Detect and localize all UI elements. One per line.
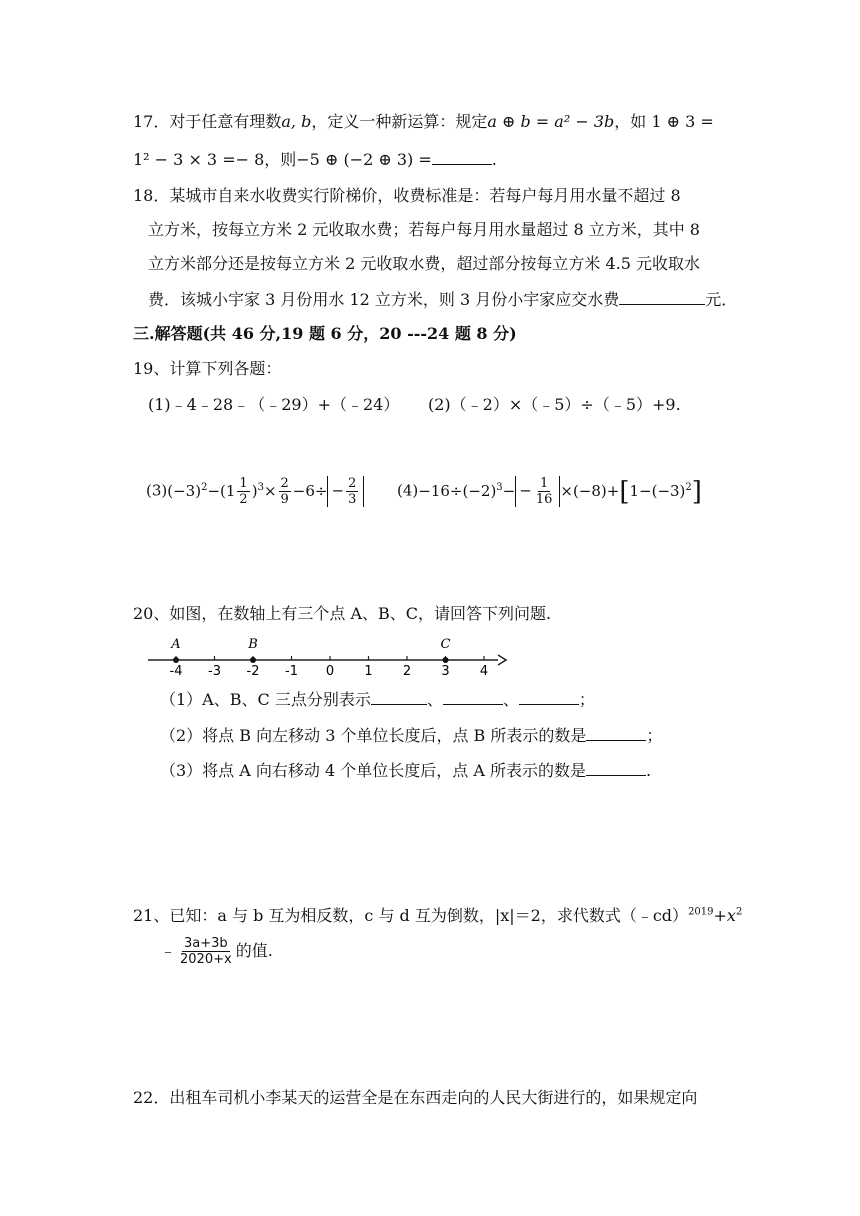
q19-part3-formula: $(-3)^2-(1$ $\frac{1}{2}$ )$^3$× $\frac{2}{9}$ −6÷ − $\frac{2}{3}$ (167, 482, 364, 500)
q20-sub3 (160, 759, 651, 782)
axis-tick-label: -1 (285, 664, 298, 679)
q20-sub1-end: ； (578, 690, 595, 709)
point-label-b: B (248, 637, 258, 652)
q18-line2: 立方米，按每立方米 2 元收取水费；若每户每月用水量超过 8 立方米，其中 8 (148, 220, 700, 239)
q17-line1 (133, 111, 714, 133)
q21-plus-x: +x (713, 906, 736, 925)
q21-line1 (133, 905, 742, 927)
q17-period: . (491, 150, 497, 169)
q20-sub2 (160, 724, 662, 747)
q21-line2 (160, 936, 273, 967)
q22-line1: 22．出租车司机小李某天的运营全是在东西走向的人民大街进行的，如果规定向 (133, 1088, 698, 1107)
point-label-a: A (171, 637, 181, 652)
q19-part1: (1)﹣4﹣28﹣（﹣29）+（﹣24） (148, 395, 400, 414)
q20-sub2-end: ； (646, 726, 663, 745)
number-line (148, 630, 518, 680)
q18-line1: 18．某城市自来水收费实行阶梯价，收费标准是：若每户每月用水量不超过 8 (133, 186, 681, 205)
q17-text-suffix: ，如 1 ⊕ 3 = (614, 112, 714, 131)
q18-unit: 元． (705, 290, 738, 309)
q20-blank-3[interactable] (586, 759, 646, 776)
q20-sub1 (160, 688, 595, 711)
q19-part3 (146, 476, 364, 507)
q21-frac-den: 2020+x (180, 952, 232, 967)
q20-sub3-text: （3）将点 A 向右移动 4 个单位长度后，点 A 所表示的数是 (160, 761, 586, 780)
q20-sep2: 、 (502, 690, 519, 709)
q18-line4-text: 费．该城小宇家 3 月份用水 12 立方米，则 3 月份小宇家应交水费 (148, 290, 620, 309)
q18-line4 (148, 288, 737, 311)
q20-sep1: 、 (426, 690, 443, 709)
q20-blank-c[interactable] (519, 688, 579, 705)
axis-tick-label: 0 (325, 664, 335, 679)
axis-tick-label: 1 (364, 664, 373, 679)
q20-sub1-text: （1）A、B、C 三点分别表示 (160, 690, 371, 709)
q20-sub3-end: . (646, 761, 652, 780)
q18-line3: 立方米部分还是按每立方米 2 元收取水费，超过部分按每立方米 4.5 元收取水 (148, 254, 700, 273)
q17-vars: a, b (281, 112, 312, 131)
q20-blank-a[interactable] (371, 688, 427, 705)
axis-tick-label: -4 (169, 664, 183, 679)
q21-frac-num: 3a+3b (184, 936, 228, 951)
point-label-c: C (440, 637, 451, 652)
q19-intro: 19、计算下列各题： (133, 359, 282, 378)
q20-blank-2[interactable] (586, 724, 646, 741)
q17-rule: a ⊕ b = a² − 3b (487, 112, 615, 131)
q20-blank-b[interactable] (443, 688, 503, 705)
point-a (173, 657, 179, 663)
q19-part3-label: (3) (146, 481, 168, 500)
q19-part4-formula: $-16\div(-2)^3-$ − $\frac{1}{16}$ $\times(-8)+[1-(-3)^2]$ (418, 476, 702, 507)
axis-tick-label: -3 (208, 664, 221, 679)
q19-part2: (2)（﹣2）×（﹣5）÷（﹣5）+9. (428, 395, 681, 414)
q17-expression: 1² − 3 × 3 =− 8，则−5 ⊕ (−2 ⊕ 3) = (133, 150, 432, 169)
q21-text: 21、已知：a 与 b 互为相反数，c 与 d 互为倒数，|x|＝2，求代数式（﹣cd） (133, 906, 689, 925)
q21-fraction (178, 936, 234, 967)
point-b (250, 657, 256, 663)
q20-intro: 20、如图，在数轴上有三个点 A、B、C，请回答下列问题. (133, 604, 552, 623)
q17-answer-blank[interactable] (432, 148, 492, 165)
q17-text: 17．对于任意有理数 (133, 112, 282, 131)
q18-answer-blank[interactable] (619, 288, 705, 305)
axis-tick-label: 3 (441, 664, 450, 679)
q21-tail: 的值. (235, 941, 273, 960)
q17-text-mid: ，定义一种新运算：规定 (311, 112, 488, 131)
point-c (443, 657, 449, 663)
axis-arrow (498, 655, 506, 665)
q17-line2 (133, 148, 497, 171)
q19-part4-label: (4) (397, 481, 419, 500)
q21-minus: ﹣ (160, 941, 177, 960)
q21-exponent1: 2019 (688, 906, 714, 918)
q19-part4 (397, 476, 702, 507)
q21-exponent2: 2 (735, 906, 743, 918)
section-heading: 三.解答题(共 46 分,19 题 6 分，20 ---24 题 8 分) (133, 324, 517, 343)
axis-tick-label: 2 (402, 664, 412, 679)
axis-tick-label: -2 (246, 664, 260, 679)
q20-sub2-text: （2）将点 B 向左移动 3 个单位长度后，点 B 所表示的数是 (160, 726, 587, 745)
axis-tick-label: 4 (479, 664, 489, 679)
